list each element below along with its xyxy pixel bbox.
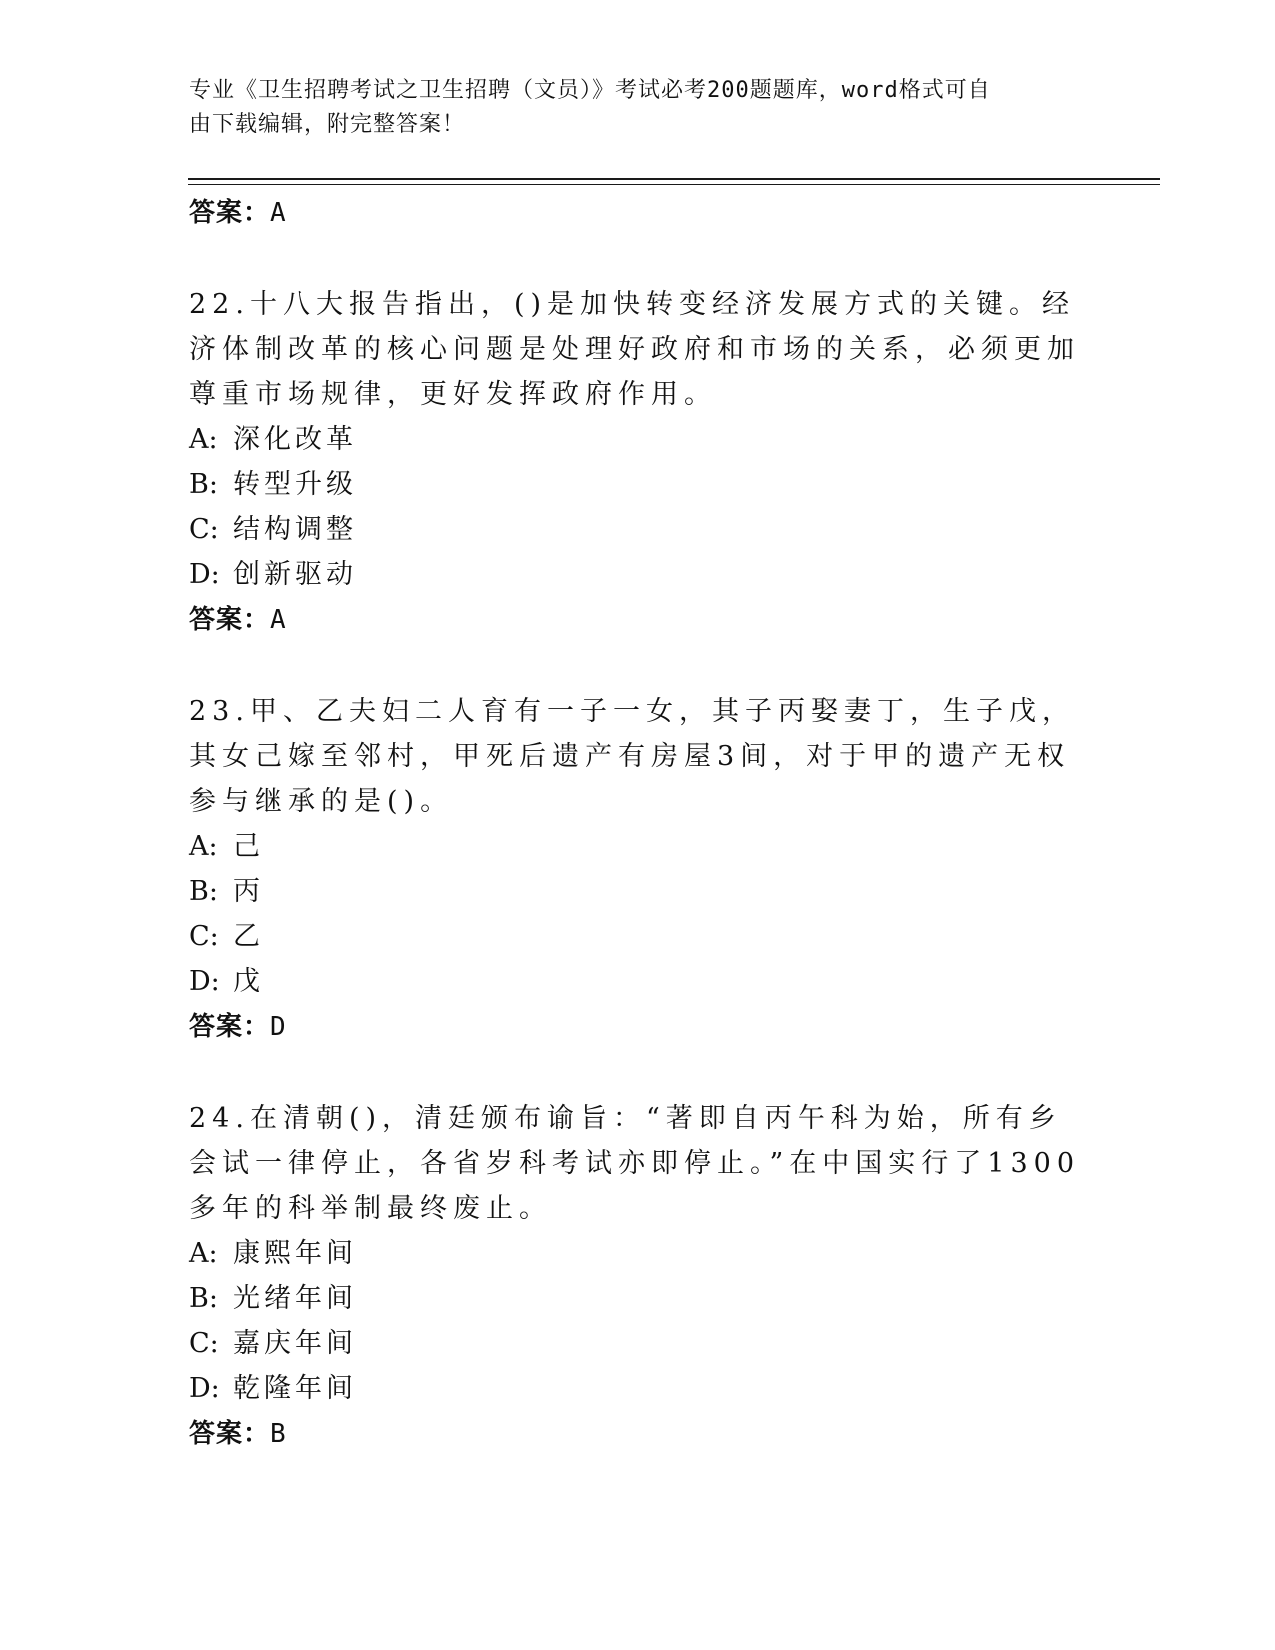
option-key: B: [189, 876, 218, 907]
question-24 [189, 1096, 1089, 1457]
option-c [189, 1321, 1089, 1366]
option-d [189, 959, 1089, 1004]
answer-value: A [270, 605, 287, 635]
option-text: 乾隆年间 [233, 1373, 357, 1404]
option-text: 结构调整 [233, 514, 357, 545]
option-key: D: [189, 1373, 220, 1404]
answer-line [189, 190, 1089, 236]
option-text: 转型升级 [233, 469, 357, 500]
answer-value: D [270, 1012, 287, 1042]
option-d [189, 552, 1089, 597]
option-text: 嘉庆年间 [233, 1328, 357, 1359]
answer-value: A [270, 198, 287, 228]
answer-label: 答案： [189, 198, 271, 228]
question-list [189, 190, 1089, 1457]
answer-line [189, 1004, 1089, 1050]
document-header [189, 74, 1089, 142]
option-c [189, 507, 1089, 552]
answer-label: 答案： [189, 1419, 271, 1449]
answer-value: B [270, 1419, 287, 1449]
option-key: A: [189, 1238, 218, 1269]
question-text: 22.十八大报告指出，()是加快转变经济发展方式的关键。经济体制改革的核心问题是处理好政府和市场的关系，必须更加尊重市场规律，更好发挥政府作用。 [189, 289, 1080, 410]
question-text: 23.甲、乙夫妇二人育有一子一女，其子丙娶妻丁，生子戊，其女己嫁至邻村，甲死后遗产有房屋3间，对于甲的遗产无权参与继承的是()。 [189, 696, 1075, 817]
option-key: D: [189, 559, 220, 590]
option-key: C: [189, 514, 219, 545]
option-key: B: [189, 1283, 218, 1314]
option-a [189, 1231, 1089, 1276]
option-c [189, 914, 1089, 959]
option-text: 乙 [233, 921, 264, 952]
answer-line [189, 597, 1089, 643]
option-a [189, 824, 1089, 869]
option-key: A: [189, 424, 218, 455]
option-key: C: [189, 1328, 219, 1359]
header-line-1: 专业《卫生招聘考试之卫生招聘（文员）》考试必考200题题库，word格式可自 [189, 78, 991, 103]
option-key: C: [189, 921, 219, 952]
option-b [189, 462, 1089, 507]
question-text: 24.在清朝()，清廷颁布谕旨：“著即自丙午科为始，所有乡会试一律停止，各省岁科考试亦即停止。”在中国实行了1300多年的科举制最终废止。 [189, 1103, 1081, 1224]
option-b [189, 869, 1089, 914]
answer-label: 答案： [189, 605, 271, 635]
option-text: 丙 [233, 876, 264, 907]
answer-line [189, 1411, 1089, 1457]
question-23 [189, 689, 1089, 1050]
header-divider-thin [188, 184, 1160, 185]
option-text: 康熙年间 [233, 1238, 357, 1269]
option-b [189, 1276, 1089, 1321]
question-22 [189, 282, 1089, 643]
option-text: 戊 [233, 966, 264, 997]
option-text: 创新驱动 [233, 559, 357, 590]
header-line-2: 由下载编辑，附完整答案！ [189, 112, 466, 137]
option-key: B: [189, 469, 218, 500]
option-text: 光绪年间 [233, 1283, 357, 1314]
option-d [189, 1366, 1089, 1411]
header-divider-thick [188, 178, 1160, 180]
option-a [189, 417, 1089, 462]
option-key: D: [189, 966, 220, 997]
answer-label: 答案： [189, 1012, 271, 1042]
option-key: A: [189, 831, 218, 862]
option-text: 己 [233, 831, 264, 862]
option-text: 深化改革 [233, 424, 357, 455]
